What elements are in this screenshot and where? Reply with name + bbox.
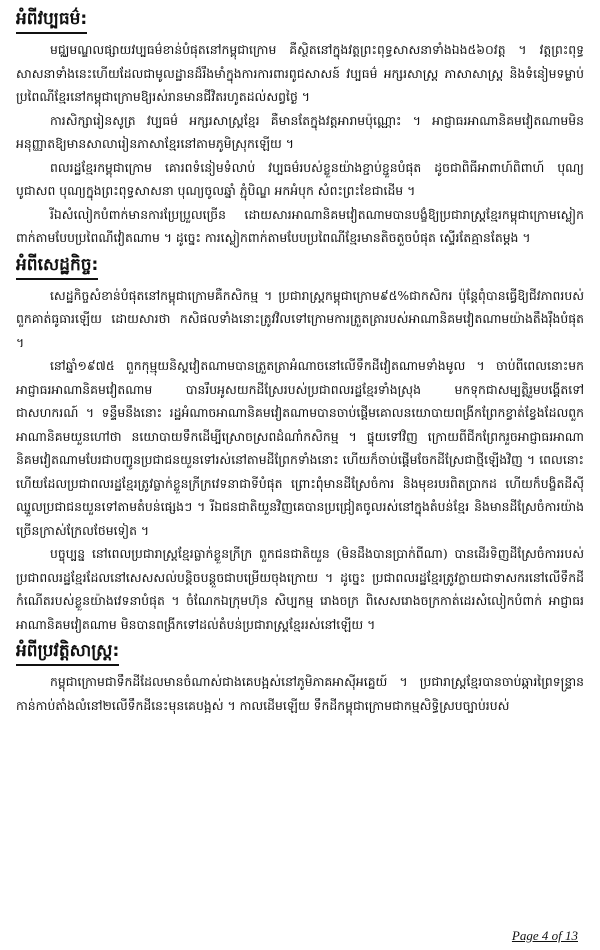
paragraph: សេដ្ឋកិច្ចសំខាន់បំផុតនៅកម្ពុជាក្រោមគឺកសិកម្ម ។ ប្រជារាស្ត្រកម្ពុជាក្រោម៩៥%ជាកសិករ ប៉ុន្តែពុំបានធ្វើឱ្យជីវភាពរបស់ពួកគាត់ធូធារឡើយ ដោយសារថា កសិផលទាំងនោះត្រូវវិលទៅក្រោមការត្រួតត្រារបស់អាណានិគមវៀតណាមយ៉ាងតឹងរ៉ឹងបំផុត ។ xyxy=(16,287,584,350)
paragraph: បច្ចុប្បន្ន នៅពេលប្រជារាស្ត្រខ្មែរធ្លាក់ខ្លួនក្រីក្រ ពួកជនជាតិយួន (មិនដឹងបានប្រាក់ពីណា) បានដើរទិញដីស្រែចំការរបស់ប្រជាពលរដ្ឋខ្មែរដែលនៅសេសសល់បន្តិចបន្តួចជាបម្រើយចុងក្រោយ ។ ដូច្នេះ ប្រជាពលរដ្ឋខ្មែរត្រូវក្លាយជាទាសករនៅលើទឹកដីកំណើតរបស់ខ្លួនយ៉ាងវេទនាបំផុត ។ ចំណែកឯក្រុមហ៊ុន សិប្បកម្ម រោងចក្រ ពិសេសរោងចក្រកាត់ដេរសំលៀកបំពាក់ អាជ្ញាធរអាណានិគមវៀតណាម មិនបានពង្រីកទៅដល់តំបន់ប្រជារាស្ត្រខ្មែររស់នៅឡើយ ។ xyxy=(16,546,584,632)
section-economy xyxy=(16,254,584,637)
page-number: Page 4 of 13 xyxy=(511,928,578,943)
paragraph: រីឯសំលៀកបំពាក់មានការប្រែប្រួលច្រើន ដោយសារអាណានិគមវៀតណាមបានបង្ខំឱ្យប្រជារាស្ត្រខ្មែរកម្ពុជាក្រោមស្លៀកពាក់តាមបែបប្រពៃណីវៀតណាម ។ ដូច្នេះ ការស្លៀកពាក់តាមបែបប្រពៃណីខ្មែរមានតិចតួចបំផុត ស្ទើរតែគ្មានតែម្តង ។ xyxy=(16,206,584,245)
section-culture xyxy=(16,8,584,250)
section-heading: អំពីសេដ្ឋកិច្ច: xyxy=(16,254,98,280)
paragraph: ការសិក្សារៀនសូត្រ វប្បធម៌ អក្សរសាស្ត្រខ្មែរ គឺមានតែក្នុងវត្តអារាមប៉ុណ្ណោះ ។ អាជ្ញាធរអាណានិគមវៀតណាមមិនអនុញ្ញាតឱ្យមានសាលារៀនភាសាខ្មែរនៅតាមភូមិស្រុកឡើយ ។ xyxy=(16,112,584,151)
paragraph: កម្ពុជាក្រោមជាទឹកដីដែលមានចំណាស់ជាងគេបង្អស់នៅភូមិភាគអាស៊ីអគ្នេយ៍ ។ ប្រជារាស្ត្រខ្មែរបានចាប់ឆ្ការព្រៃទន្រ្ទានកាន់កាប់តាំងលំនៅ២លើទឹកដីនេះមុនគេបង្អស់ ។ កាលដើមឡើយ ទឹកដីកម្ពុជាក្រោមជាកម្មសិទ្ធិស្របច្បាប់របស់ xyxy=(16,674,584,713)
section-heading: អំពីវប្បធម៌: xyxy=(16,8,87,34)
section-history xyxy=(16,640,584,717)
paragraph: មជ្ឈមណ្ឌលផ្សាយវប្បធម៌ខាន់បំផុតនៅកម្ពុជាក្រោម គឺស្ថិតនៅក្នុងវត្តព្រះពុទ្ធសាសនាទាំងឯង៥៦០វត្ត ។ វត្តព្រះពុទ្ធសាសនាទាំងនេះហើយដែលជាមូលដ្ឋានដ៏រឹងមាំក្នុងការការពារពូជសាសន៍ វប្បធម៌ អក្សរសាស្ត្រ ភាសាសាស្ត្រ និងទំនៀមទម្លាប់ ប្រពៃណីខ្មែរនៅកម្ពុជាក្រោមឱ្យរស់រានមានជីវិតរហូតដល់សព្វថ្ងៃ ។ xyxy=(16,42,584,104)
paragraph: ពលរដ្ឋខ្មែរកម្ពុជាក្រោម គោរពទំនៀមទំលាប់ វប្បធម៌របស់ខ្លួនយ៉ាងខ្ជាប់ខ្ជួនបំផុត ដូចជាពិធីអាពាហ៍ពិពាហ៍ បុណ្យបូជាសព បុណ្យក្នុងព្រះពុទ្ធសាសនា បុណ្យចូលឆ្នាំ ភ្ជុំបិណ្ឌ អកអំបុក សំពះព្រះខែជាដើម ។ xyxy=(16,159,584,198)
section-heading: អំពីប្រវត្តិសាស្ត្រ: xyxy=(16,640,119,666)
paragraph: នៅឆ្នាំ១៩៧៥ ពួកកុម្មុយនិស្តវៀតណាមបានត្រួតត្រាអំណាចនៅលើទឹកដីវៀតណាមទាំងមូល ។ ចាប់ពីពេលនោះមក អាជ្ញាធរអាណានិគមវៀតណាម បានរឹបអូសយកដីស្រែរបស់ប្រជាពលរដ្ឋខ្មែរទាំងស្រុង មកទុកជាសម្បត្តិរួមបង្គើតទៅជាសហករណ៍ ។ ទន្ទឹមនឹងនោះ រដ្ឋអំណាចអាណានិគមវៀតណាមបានចាប់ផ្តើមគោលនយោបាយពង្រីកព្រែកខ្វាត់ខ្វែងដែលពួកអាណានិគមយួនហៅថា នយោបាយទឹកដើម្បីស្រោចស្រពដំណាំកសិកម្ម ។ ផ្ទុយទៅវិញ ក្រោយពីជីកព្រែករួចអាជ្ញាធរអាណានិគមវៀតណាមបែរជាបញ្ជូនប្រជាជនយួនទៅរស់នៅតាមដីព្រែកទាំងនោះ ហើយក៏ចាប់ផ្តើមចែកដីស្រែជាថ្មីឡើងវិញ ។ ពេលនោះហើយដែលប្រជាពលរដ្ឋខ្មែរត្រូវធ្លាក់ខ្លួនក្រីក្រវេទនាជាទីបំផុត ព្រោះពុំមានដីស្រែចំការ និងមុខរបរពិតប្រាកដ ហើយក៏បង្ខិតដីស៊ីឈ្នួលប្រជាជនយួនទៅតាមតំបន់ផ្សេងៗ ។ រីឯជនជាតិយួនវិញគេបានប្រជ្រៀតចូលរស់នៅក្នុងតំបន់ខ្មែរ និងមានដីស្រែចំការយ៉ាងច្រើនក្រាស់ក្រែលថែមទៀត ។ xyxy=(16,358,584,538)
